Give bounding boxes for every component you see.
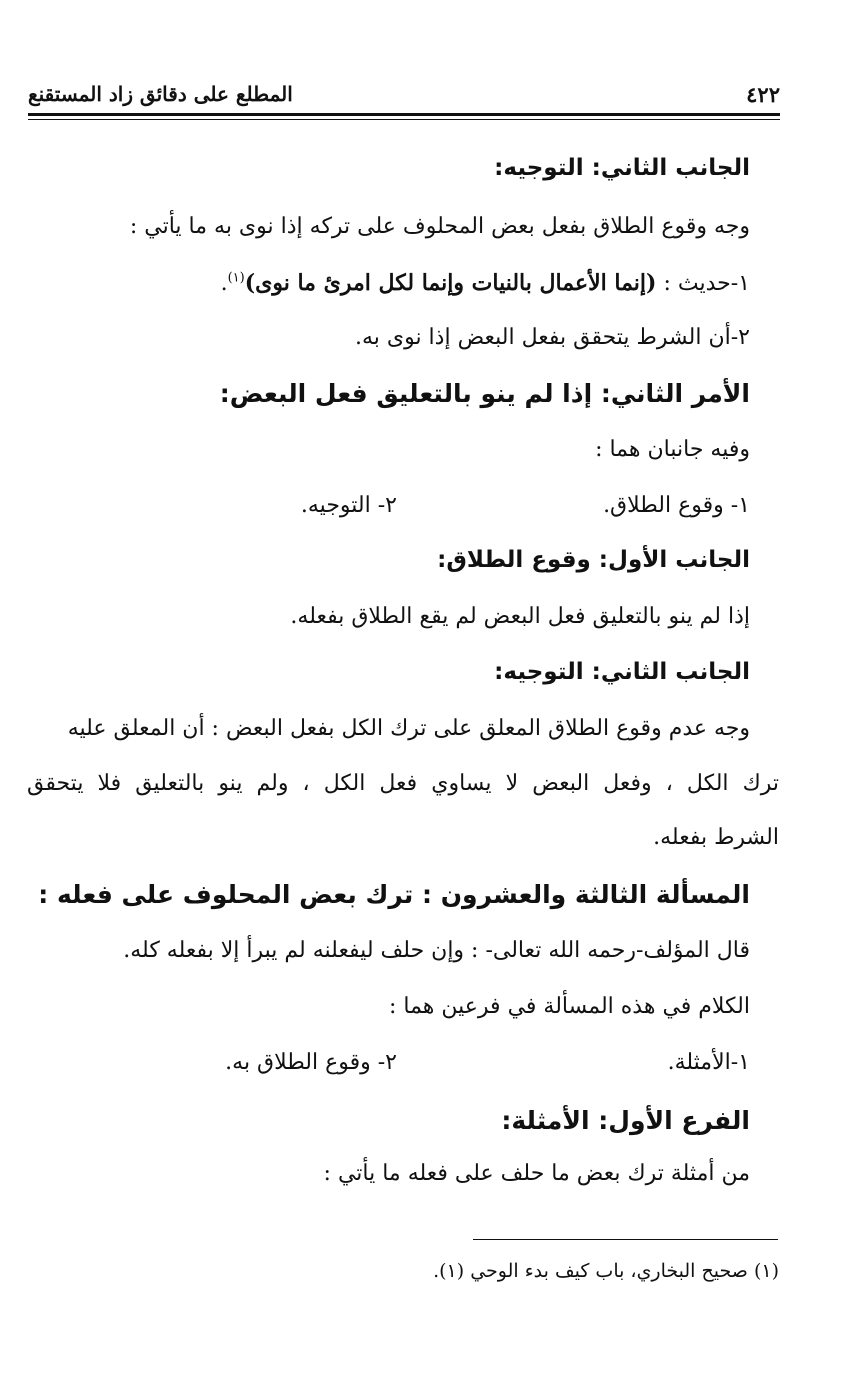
hadith-line bbox=[221, 270, 750, 297]
list-item: ١- وقوع الطلاق. bbox=[603, 493, 750, 518]
body-line: الكلام في هذه المسألة في فرعين هما : bbox=[388, 994, 750, 1019]
hadith-quote: (إنما الأعمال بالنيات وإنما لكل امرئ ما نوى) bbox=[244, 270, 657, 296]
running-title: المطلع على دقائق زاد المستقنع bbox=[28, 82, 293, 106]
header-rule-thin bbox=[28, 119, 780, 120]
list-item: ٢- وقوع الطلاق به. bbox=[225, 1050, 397, 1075]
section-heading: الجانب الثاني: التوجيه: bbox=[494, 659, 750, 685]
header-rule-thick bbox=[28, 113, 780, 116]
punctuation: . bbox=[220, 271, 228, 296]
author-quote: قال المؤلف-رحمه الله تعالى- : وإن حلف ليفعلنه لم يبرأ إلا بفعله كله. bbox=[123, 938, 750, 963]
section-heading: الجانب الثاني: التوجيه: bbox=[494, 155, 750, 181]
body-line: ترك الكل ، وفعل البعض لا يساوي فعل الكل ، ولم ينو بالتعليق فلا يتحقق bbox=[27, 771, 779, 796]
list-item: ٢- التوجيه. bbox=[300, 493, 397, 518]
body-line: وجه عدم وقوع الطلاق المعلق على ترك الكل بفعل البعض : أن المعلق عليه bbox=[67, 716, 750, 741]
body-line: وجه وقوع الطلاق بفعل بعض المحلوف على تركه إذا نوى به ما يأتي : bbox=[129, 214, 750, 239]
body-line: وفيه جانبان هما : bbox=[595, 437, 750, 462]
footnote-ref[interactable]: (١) bbox=[227, 270, 245, 286]
page-header bbox=[28, 82, 780, 112]
footnote: (١) صحيح البخاري، باب كيف بدء الوحي (١). bbox=[433, 1260, 779, 1282]
body-line: إذا لم ينو بالتعليق فعل البعض لم يقع الطلاق بفعله. bbox=[290, 604, 750, 629]
issue-heading: المسألة الثالثة والعشرون : ترك بعض المحلوف على فعله : bbox=[38, 880, 750, 909]
section-heading: الفرع الأول: الأمثلة: bbox=[501, 1106, 750, 1135]
page-number: ٤٢٢ bbox=[746, 82, 780, 107]
footnote-separator bbox=[473, 1239, 778, 1240]
body-line: ٢-أن الشرط يتحقق بفعل البعض إذا نوى به. bbox=[354, 325, 750, 350]
list-item: ١-الأمثلة. bbox=[667, 1050, 750, 1075]
body-line: من أمثلة ترك بعض ما حلف على فعله ما يأتي : bbox=[323, 1161, 750, 1186]
body-line: الشرط بفعله. bbox=[653, 825, 779, 850]
section-heading: الجانب الأول: وقوع الطلاق: bbox=[437, 547, 750, 573]
section-heading: الأمر الثاني: إذا لم ينو بالتعليق فعل البعض: bbox=[219, 379, 750, 408]
list-marker: ١-حديث : bbox=[656, 271, 750, 296]
